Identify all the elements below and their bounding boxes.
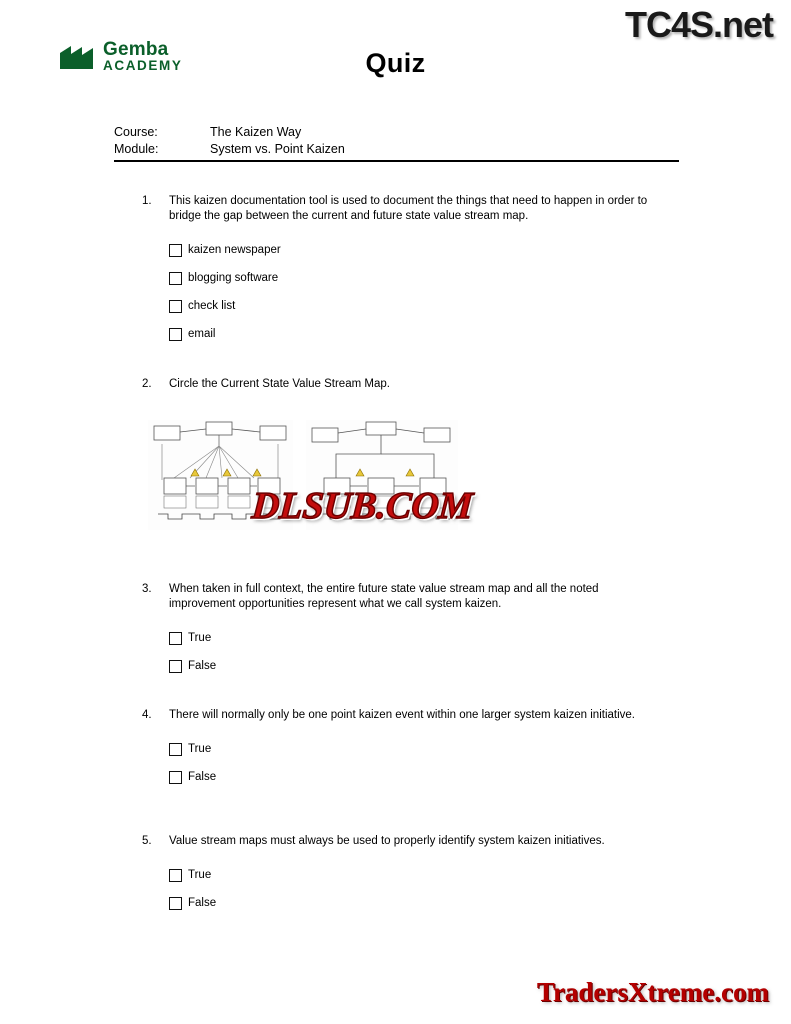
checkbox-icon[interactable] [169, 897, 182, 910]
option-label: email [188, 327, 216, 340]
checkbox-icon[interactable] [169, 272, 182, 285]
option-label: False [188, 771, 217, 784]
option-row[interactable] [169, 764, 682, 792]
question-1-text: This kaizen documentation tool is used to document the things that need to happen in order to bridge the gap between the current and future state value stream map. [169, 195, 648, 222]
option-row[interactable] [169, 736, 682, 764]
checkbox-icon[interactable] [169, 300, 182, 313]
question-3-options [169, 624, 682, 680]
checkbox-icon[interactable] [169, 632, 182, 645]
option-label: True [188, 869, 212, 882]
checkbox-icon[interactable] [169, 771, 182, 784]
option-row[interactable] [169, 862, 682, 890]
checkbox-icon[interactable] [169, 244, 182, 257]
watermark-center: DLSUB.COM [250, 485, 475, 527]
question-3 [142, 582, 682, 680]
header-divider [114, 160, 679, 162]
course-value: The Kaizen Way [210, 125, 302, 139]
option-label: False [188, 659, 217, 672]
option-row[interactable] [169, 292, 682, 320]
module-row [114, 141, 679, 158]
watermark-bottom-right: TradersXtreme.com [536, 977, 769, 1007]
logo-gemba-text: Gemba [103, 39, 169, 60]
question-1-number: 1. [142, 195, 152, 207]
logo-academy-text: ACADEMY [103, 58, 183, 74]
page-title: Quiz [365, 48, 426, 78]
checkbox-icon[interactable] [169, 328, 182, 341]
option-row[interactable] [169, 890, 682, 918]
question-5-text: Value stream maps must always be used to properly identify system kaizen initiatives. [169, 835, 605, 847]
question-3-text: When taken in full context, the entire future state value stream map and all the noted improvement opportunities represent what we call system kaizen. [169, 583, 599, 610]
option-label: True [188, 743, 212, 756]
question-4-options [169, 736, 682, 792]
question-2 [142, 377, 682, 392]
question-1 [142, 194, 682, 348]
module-value: System vs. Point Kaizen [210, 142, 345, 156]
question-5 [142, 834, 682, 918]
question-1-options [169, 236, 682, 348]
checkbox-icon[interactable] [169, 743, 182, 756]
checkbox-icon[interactable] [169, 660, 182, 673]
option-label: True [188, 631, 212, 644]
option-row[interactable] [169, 264, 682, 292]
question-5-options [169, 862, 682, 918]
question-4-text: There will normally only be one point kaizen event within one larger system kaizen initiative. [169, 709, 635, 721]
question-4 [142, 708, 682, 792]
option-row[interactable] [169, 320, 682, 348]
question-3-number: 3. [142, 583, 152, 595]
option-row[interactable] [169, 652, 682, 680]
course-meta [114, 124, 679, 158]
checkbox-icon[interactable] [169, 869, 182, 882]
option-label: kaizen newspaper [188, 243, 281, 256]
question-2-number: 2. [142, 378, 152, 390]
module-label: Module: [114, 142, 159, 156]
question-5-number: 5. [142, 835, 152, 847]
option-label: False [188, 897, 217, 910]
option-row[interactable] [169, 236, 682, 264]
question-4-number: 4. [142, 709, 152, 721]
course-label: Course: [114, 125, 158, 139]
watermark-top-right: TC4S.net [624, 4, 773, 45]
course-row [114, 124, 679, 141]
option-label: blogging software [188, 271, 279, 284]
option-row[interactable] [169, 624, 682, 652]
question-2-text: Circle the Current State Value Stream Map. [169, 378, 390, 390]
option-label: check list [188, 299, 236, 312]
